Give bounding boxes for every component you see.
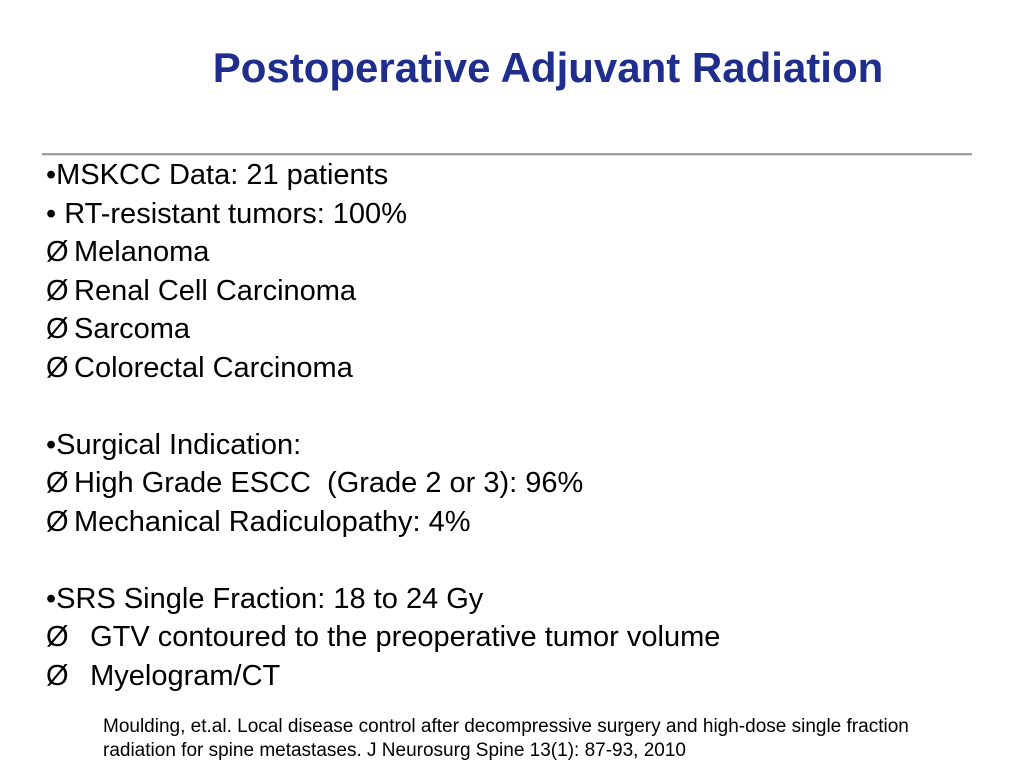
sub-bullet-line — [46, 349, 1006, 388]
arrow-bullet-icon: Ø — [46, 505, 69, 538]
sub-bullet-line — [46, 272, 1006, 311]
sub-bullet-text: Melanoma — [74, 236, 210, 268]
citation-line: radiation for spine metastases. J Neurosurg Spine 13(1): 87-93, 2010 — [103, 740, 686, 761]
bullet-text: Surgical Indication: — [56, 428, 302, 461]
bullet-text: MSKCC Data: 21 patients — [56, 159, 389, 191]
sub-bullet-line — [46, 618, 1006, 657]
bullet-glyph: • — [46, 197, 57, 230]
bullet-line — [46, 195, 1006, 234]
arrow-bullet-icon: Ø — [46, 351, 69, 384]
sub-bullet-text: Mechanical Radiculopathy: 4% — [74, 505, 471, 538]
sub-bullet-text: Colorectal Carcinoma — [74, 351, 353, 384]
slide-body — [46, 156, 1006, 695]
bullet-glyph: • — [46, 582, 57, 615]
citation — [103, 715, 1003, 763]
bullet-text: RT-resistant tumors: 100% — [56, 197, 407, 230]
bullet-text: SRS Single Fraction: 18 to 24 Gy — [56, 582, 484, 615]
sub-bullet-line — [46, 310, 1006, 349]
sub-bullet-line — [46, 233, 1006, 272]
arrow-bullet-icon: Ø — [46, 313, 69, 345]
arrow-bullet-icon: Ø — [46, 659, 69, 692]
arrow-bullet-icon: Ø — [46, 467, 69, 499]
sub-bullet-line — [46, 464, 1006, 503]
sub-bullet-text: Sarcoma — [74, 313, 191, 345]
sub-bullet-text: Renal Cell Carcinoma — [74, 274, 357, 307]
sub-bullet-text: GTV contoured to the preoperative tumor volume — [74, 621, 721, 653]
slide-title: Postoperative Adjuvant Radiation — [212, 44, 884, 91]
bullet-line — [46, 580, 1006, 619]
bullet-glyph: • — [46, 428, 57, 461]
bullet-glyph: • — [46, 159, 57, 191]
arrow-bullet-icon: Ø — [46, 274, 69, 307]
sub-bullet-line — [46, 503, 1006, 542]
bullet-line — [46, 426, 1006, 465]
sub-bullet-text: High Grade ESCC (Grade 2 or 3): 96% — [74, 467, 584, 499]
spacer — [46, 541, 1006, 580]
sub-bullet-text: Myelogram/CT — [74, 659, 281, 692]
bullet-line — [46, 156, 1006, 195]
spacer — [46, 387, 1006, 426]
citation-line: Moulding, et.al. Local disease control after decompressive surgery and high-dose single fraction — [103, 716, 909, 737]
arrow-bullet-icon: Ø — [46, 621, 69, 653]
sub-bullet-line — [46, 657, 1006, 696]
arrow-bullet-icon: Ø — [46, 236, 69, 268]
